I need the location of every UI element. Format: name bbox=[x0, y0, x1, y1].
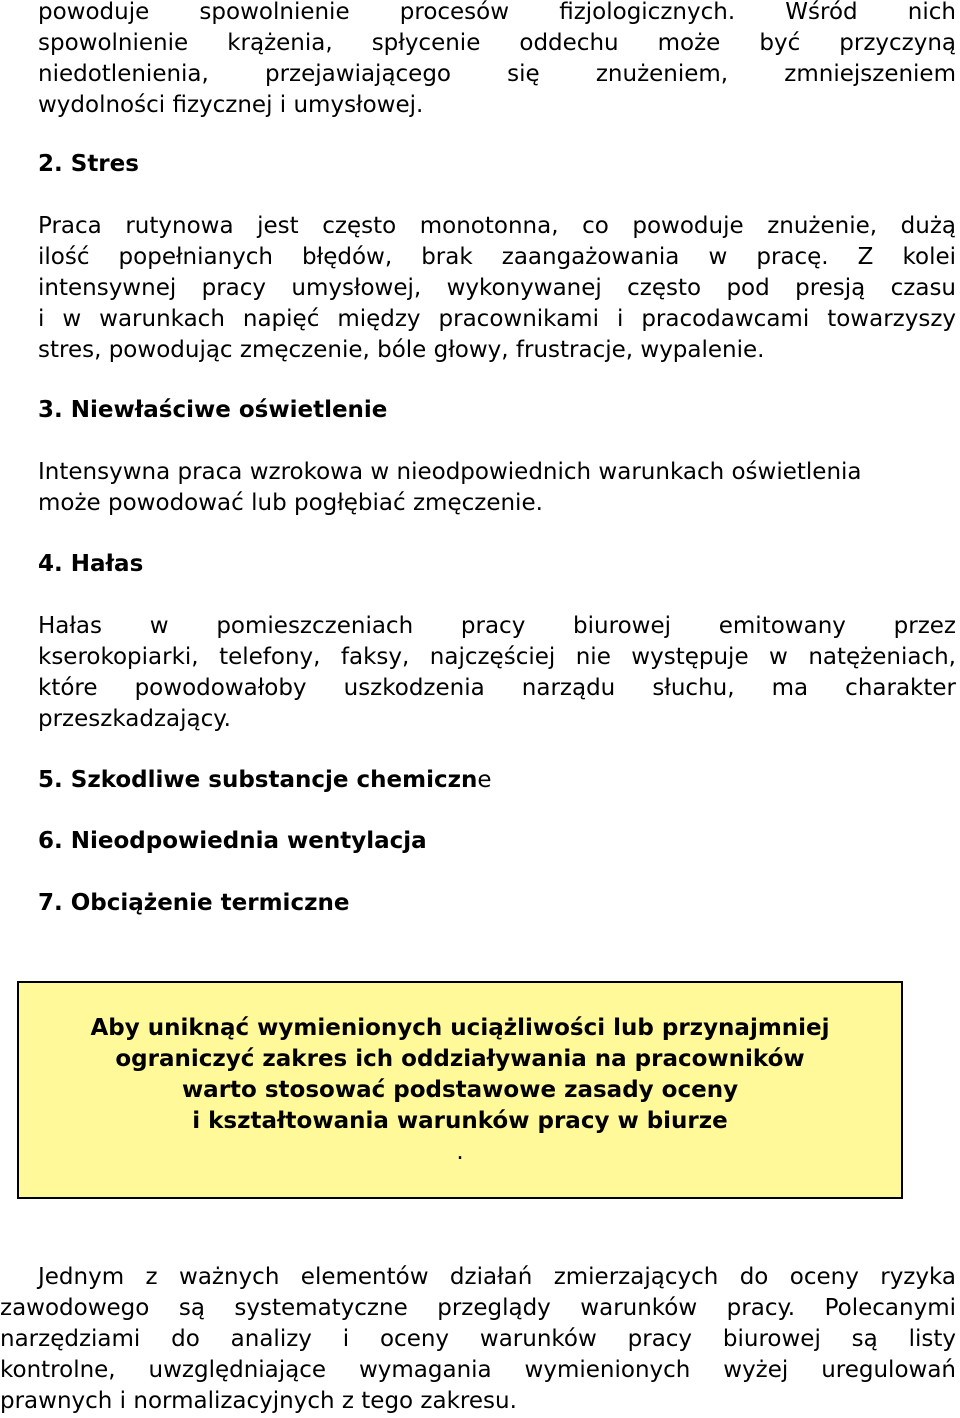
section-2-paragraph bbox=[38, 211, 956, 366]
text-line: niedotlenienia, przejawiającego się znużeniem, zmniejszeniem bbox=[38, 61, 956, 87]
text-line: narzędziami do analizy i oceny warunków pracy biurowej są listy bbox=[0, 1326, 956, 1352]
callout-line: warto stosować podstawowe zasady oceny bbox=[181, 1076, 739, 1103]
section-5-heading bbox=[38, 765, 492, 796]
section-3-paragraph bbox=[38, 457, 956, 519]
text-line: kontrolne, uwzględniające wymagania wymienionych wyżej uregulowań bbox=[0, 1357, 956, 1383]
text-line: ilość popełnianych błędów, brak zaangażowania w pracę. Z kolei bbox=[38, 244, 956, 270]
text-line: wydolności fizycznej i umysłowej. bbox=[38, 92, 424, 118]
text-line: Hałas w pomieszczeniach pracy biurowej emitowany przez bbox=[38, 613, 956, 639]
text-line: kserokopiarki, telefony, faksy, najczęściej nie występuje w natężeniach, bbox=[38, 644, 956, 670]
section-5-heading-tail: e bbox=[477, 767, 492, 793]
callout-tail: . bbox=[456, 1138, 464, 1165]
callout-line: ograniczyć zakres ich oddziaływania na pracowników bbox=[115, 1045, 805, 1072]
text-line: może powodować lub pogłębiać zmęczenie. bbox=[38, 490, 543, 516]
text-line: które powodowałoby uszkodzenia narządu słuchu, ma charakter bbox=[38, 675, 956, 701]
text-line: stres, powodując zmęczenie, bóle głowy, frustracje, wypalenie. bbox=[38, 337, 765, 363]
callout-text bbox=[90, 1013, 829, 1168]
text-line: Intensywna praca wzrokowa w nieodpowiednich warunkach oświetlenia bbox=[38, 459, 862, 485]
section-3-heading: 3. Niewłaściwe oświetlenie bbox=[38, 397, 388, 423]
section-2-heading: 2. Stres bbox=[38, 151, 139, 177]
text-line: spowolnienie krążenia, spłycenie oddechu może być przyczyną bbox=[38, 30, 956, 56]
text-line: zawodowego są systematyczne przeglądy warunków pracy. Polecanymi bbox=[0, 1295, 956, 1321]
section-5-heading-text: 5. Szkodliwe substancje chemiczn bbox=[38, 767, 478, 793]
text-line: powoduje spowolnienie procesów fizjologicznych. Wśród nich bbox=[38, 0, 956, 25]
callout-line: Aby uniknąć wymienionych uciążliwości lub przynajmniej bbox=[90, 1014, 830, 1041]
text-line: Praca rutynowa jest często monotonna, co powoduje znużenie, dużą bbox=[38, 213, 956, 239]
text-line: przeszkadzający. bbox=[38, 706, 231, 732]
intro-paragraph bbox=[38, 0, 956, 121]
section-4-paragraph bbox=[38, 611, 956, 735]
text-line: i w warunkach napięć między pracownikami i pracodawcami towarzyszy bbox=[38, 306, 956, 332]
text-line: Jednym z ważnych elementów działań zmierzających do oceny ryzyka bbox=[38, 1264, 956, 1290]
text-line: prawnych i normalizacyjnych z tego zakresu. bbox=[0, 1388, 517, 1414]
section-4-heading: 4. Hałas bbox=[38, 551, 144, 577]
text-line: intensywnej pracy umysłowej, wykonywanej często pod presją czasu bbox=[38, 275, 956, 301]
callout-line-text: i kształtowania warunków pracy w biurze bbox=[192, 1107, 728, 1134]
closing-paragraph bbox=[0, 1262, 956, 1417]
section-6-heading: 6. Nieodpowiednia wentylacja bbox=[38, 828, 427, 854]
section-7-heading: 7. Obciążenie termiczne bbox=[38, 890, 350, 916]
callout-line-last bbox=[90, 1106, 829, 1168]
callout-box bbox=[17, 981, 903, 1199]
